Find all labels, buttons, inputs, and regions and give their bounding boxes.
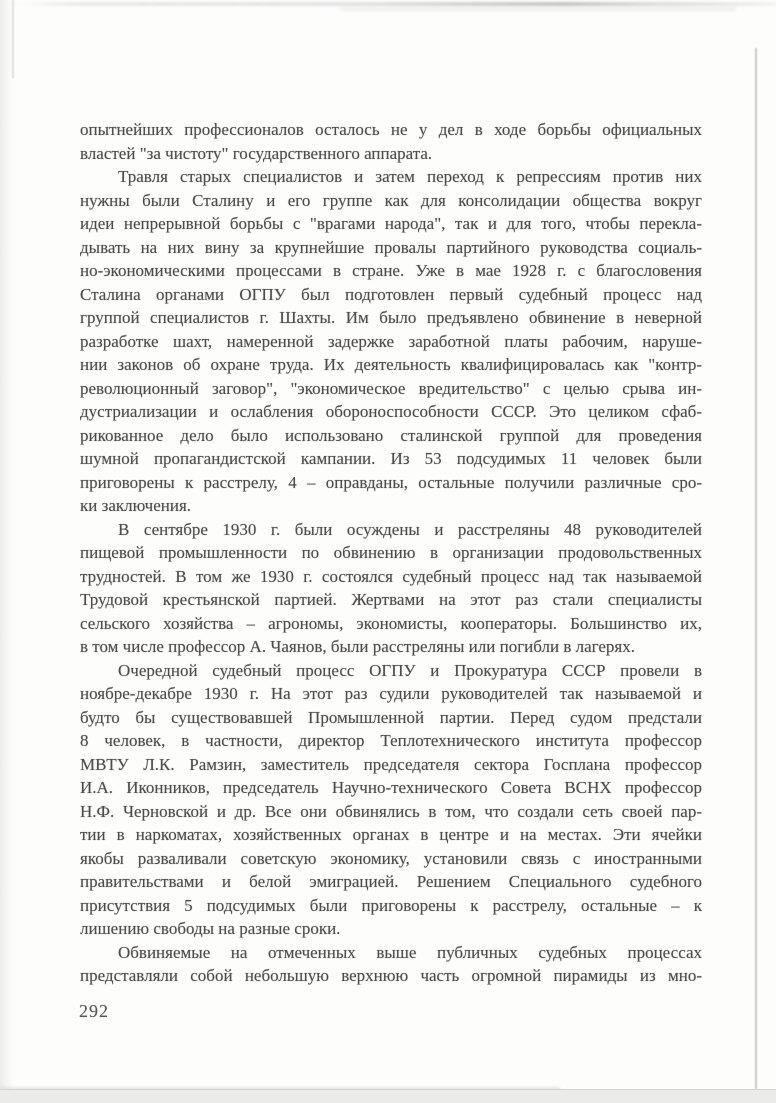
text-line: шумной пропагандистской кампании. Из 53 подсудимых 11 человек были	[80, 449, 702, 468]
scan-right-edge-line	[755, 48, 757, 1089]
text-line: рикованное дело было использовано сталинской группой для проведения	[80, 425, 702, 445]
scan-left-edge-shadow	[0, 0, 13, 1103]
text-line: правительствами и белой эмиграцией. Решением Специального судебного	[80, 872, 702, 891]
page-number: 292	[79, 1001, 109, 1021]
text-line: И.А. Иконников, председатель Научно-технического Совета ВСНХ профессор	[80, 778, 702, 797]
text-line: В сентябре 1930 г. были осуждены и расстреляны 48 руководителей	[118, 519, 702, 539]
text-line: ноябре-декабре 1930 г. На этот раз судили руководителей так называемой и	[80, 684, 702, 703]
text-line: революционный заговор", "экономическое вредительство" с целью срыва ин-	[80, 378, 702, 398]
paragraph	[80, 659, 702, 941]
text-line: сельского хозяйства – агрономы, экономисты, кооператоры. Большинство их,	[80, 613, 702, 633]
text-line: в том числе профессор А. Чаянов, были расстреляны или погибли в лагерях.	[80, 637, 635, 656]
paragraph	[80, 518, 702, 659]
text-line: но-экономическими процессами в стране. Уже в мае 1928 г. с благословения	[80, 261, 702, 280]
text-line: МВТУ Л.К. Рамзин, заместитель председателя сектора Госплана профессор	[80, 754, 702, 774]
text-line: идеи непрерывной борьбы с "врагами народа", так и для того, чтобы перекла-	[80, 214, 702, 233]
text-line: Обвиняемые на отмеченных выше публичных судебных процессах	[118, 942, 702, 962]
text-line: представляли собой небольшую верхнюю часть огромной пирамиды из мно-	[80, 966, 702, 985]
text-line: Очередной судебный процесс ОГПУ и Прокуратура СССР провели в	[118, 660, 702, 680]
scan-bottom-edge-shadow	[0, 1089, 776, 1103]
text-line: Н.Ф. Черновской и др. Все они обвинялись в том, что создали сеть своей пар-	[80, 801, 702, 821]
text-line: Трудовой крестьянской партией. Жертвами на этот раз стали специалисты	[80, 590, 702, 609]
text-line: нужны были Сталину и его группе как для консолидации общества вокруг	[80, 190, 702, 210]
text-line: дустриализации и ослабления обороноспособности СССР. Это целиком сфаб-	[80, 402, 702, 421]
text-line: группой специалистов г. Шахты. Им было предъявлено обвинение в неверной	[80, 308, 702, 327]
text-line: дывать на них вину за крупнейшие провалы партийного руководства социаль-	[80, 237, 702, 257]
text-block	[80, 118, 702, 988]
scan-top-edge-shadow	[18, 2, 776, 6]
text-line: Сталина органами ОГПУ был подготовлен первый судебный процесс над	[80, 284, 702, 304]
text-line: трудностей. В том же 1930 г. состоялся судебный процесс над так называемой	[80, 566, 702, 586]
text-line: присутствия 5 подсудимых были приговорены к расстрелу, остальные – к	[80, 895, 702, 915]
text-line: якобы разваливали советскую экономику, установили связь с иностранными	[80, 848, 702, 868]
scan-top-edge-shadow-secondary	[340, 7, 736, 11]
paragraph	[80, 165, 702, 518]
text-line: 8 человек, в частности, директор Теплотехнического института профессор	[80, 731, 702, 750]
paragraph	[80, 118, 702, 165]
text-line: властей "за чистоту" государственного аппарата.	[80, 143, 433, 163]
text-line: Травля старых специалистов и затем переход к репрессиям против них	[118, 167, 702, 186]
scan-left-edge-line	[12, 0, 14, 78]
text-line: лишению свободы на разные сроки.	[80, 919, 341, 938]
paragraph	[80, 941, 702, 988]
text-line: приговорены к расстрелу, 4 – оправданы, остальные получили различные сро-	[80, 472, 702, 492]
text-line: ки заключения.	[80, 496, 192, 515]
text-line: будто бы существовавшей Промышленной партии. Перед судом предстали	[80, 707, 702, 727]
text-line: тии в наркоматах, хозяйственных органах в центре и на местах. Эти ячейки	[80, 825, 702, 844]
text-line: разработке шахт, намеренной задержке заработной платы рабочим, наруше-	[80, 331, 702, 351]
text-line: опытнейших профессионалов осталось не у дел в ходе борьбы официальных	[80, 120, 702, 139]
text-line: нии законов об охране труда. Их деятельность квалифицировалась как "контр-	[80, 355, 702, 374]
text-line: пищевой промышленности по обвинению в организации продовольственных	[80, 543, 702, 562]
